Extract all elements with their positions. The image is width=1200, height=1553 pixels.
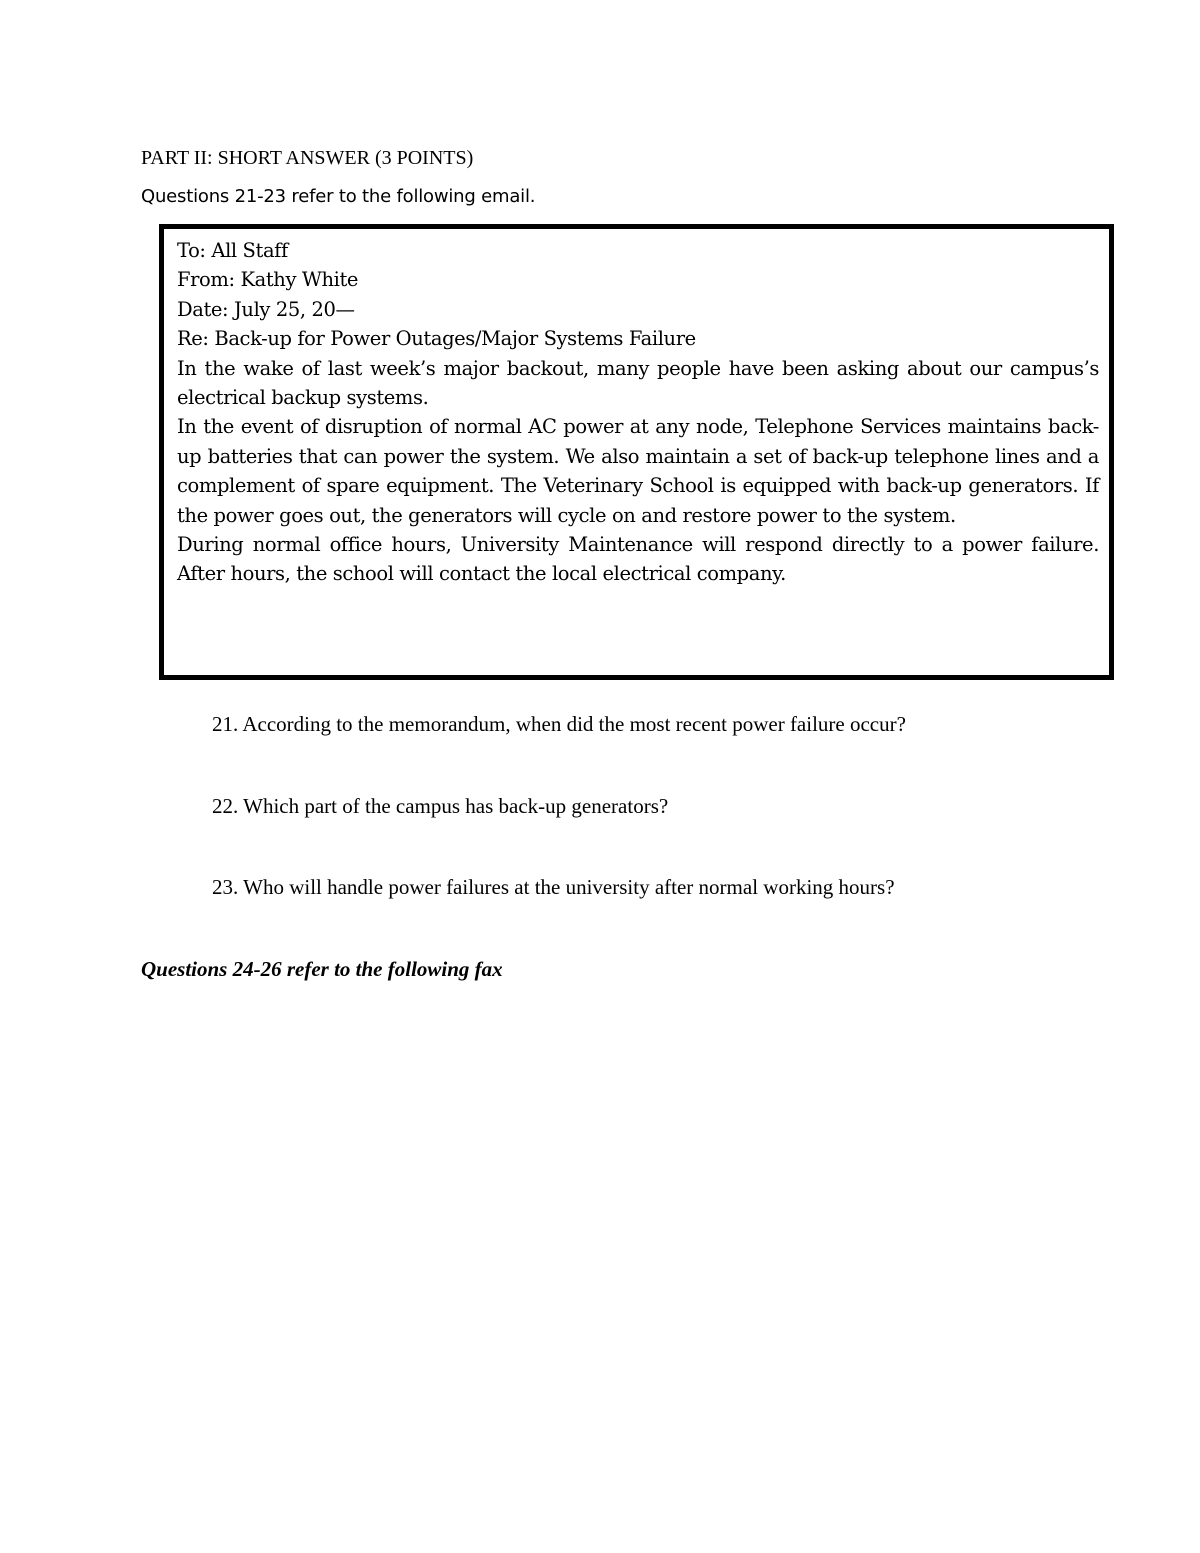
email-paragraph: During normal office hours, University Maintenance will respond directly to a power failure. After hours, the school will contact the local electrical company. xyxy=(177,533,1099,586)
question-22: 22. Which part of the campus has back-up generators? xyxy=(212,794,669,818)
question-23: 23. Who will handle power failures at the university after normal working hours? xyxy=(212,875,895,899)
email-box xyxy=(159,224,1114,680)
email-content xyxy=(177,236,1099,589)
question-21: 21. According to the memorandum, when did the most recent power failure occur? xyxy=(212,712,906,736)
email-subject: Re: Back-up for Power Outages/Major Systems Failure xyxy=(177,327,696,351)
email-paragraph: In the wake of last week’s major backout, many people have been asking about our campus’s electrical backup systems. xyxy=(177,356,1099,410)
next-section-heading: Questions 24-26 refer to the following fax xyxy=(141,957,503,981)
section-title: PART II: SHORT ANSWER (3 POINTS) xyxy=(141,147,474,169)
email-date: Date: July 25, 20— xyxy=(177,297,355,321)
email-from: From: Kathy White xyxy=(177,268,359,292)
section-intro: Questions 21-23 refer to the following email. xyxy=(141,186,536,207)
email-to: To: All Staff xyxy=(177,239,288,262)
email-paragraph: In the event of disruption of normal AC power at any node, Telephone Services maintains back-up batteries that can power the system. We also maintain a set of back-up telephone lines and a complement of spare equipment. The Veterinary School is equipped with back-up generators. If the power goes out, the generators will cycle on and restore power to the system. xyxy=(177,415,1099,527)
